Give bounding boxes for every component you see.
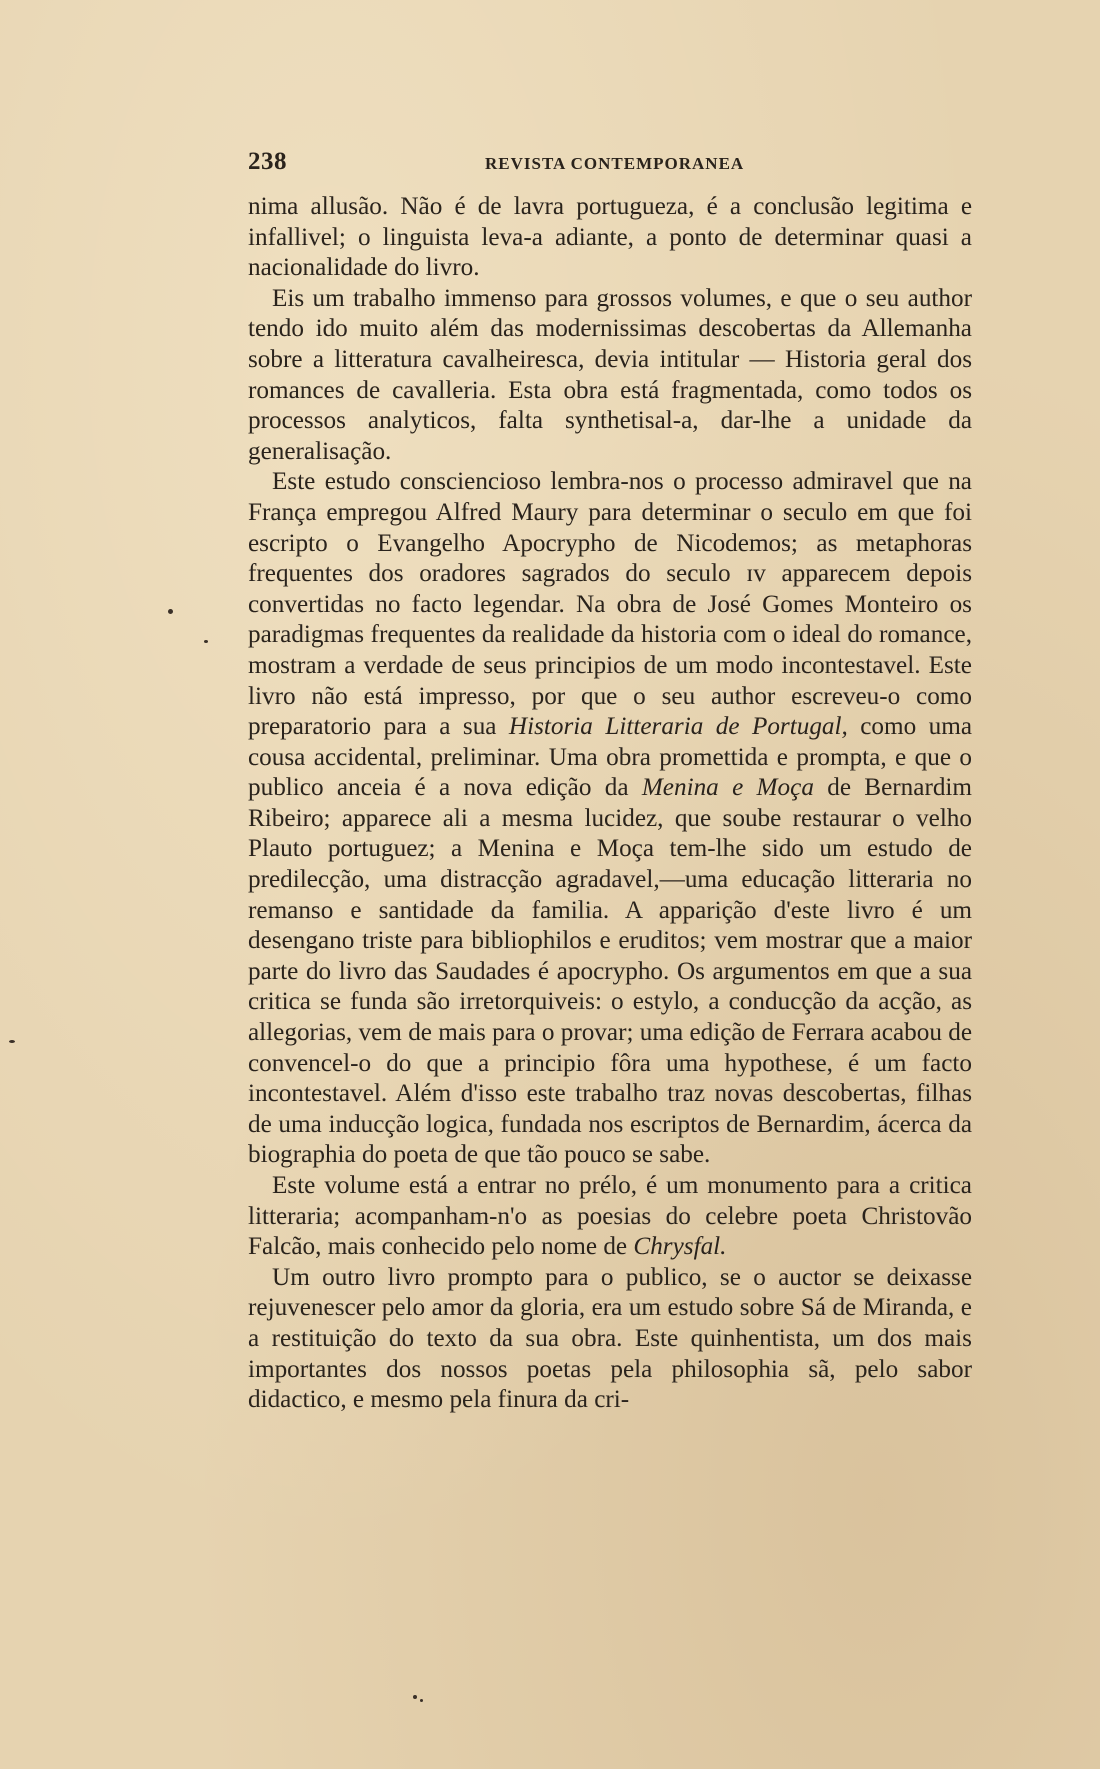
- italic-name: Chrysfal.: [633, 1233, 727, 1261]
- ink-speck: [9, 1040, 15, 1043]
- paragraph-text: como uma cousa accidental, preliminar. Uma obra promettida e prompta, e que o publico anceia é a nova edição da: [248, 713, 973, 802]
- paragraph: Um outro livro prompto para o publico, se o auctor se deixasse rejuvenescer pelo amor da gloria, era um estudo sobre Sá de Miranda, e a restituição do texto da sua obra. Este quinhentista, um dos mais importantes dos nossos poetas pela philosophia sã, pelo sabor didactico, e mesmo pela finura da cri-: [248, 1263, 972, 1414]
- page-number: 238: [248, 148, 287, 175]
- italic-book-title: Historia Litteraria de Portugal,: [508, 713, 848, 741]
- journal-title: REVISTA CONTEMPORANEA: [485, 154, 745, 173]
- ink-speck: [204, 640, 208, 643]
- paragraph: Eis um trabalho immenso para grossos volumes, e que o seu author tendo ido muito além das modernissimas descobertas da Allemanha sobre a litteratura cavalheiresca, devia intitular — Historia geral dos romances de cavalleria. Esta obra está fragmentada, como todos os processos analyticos, falta synthetisal-a, dar-lhe a unidade da generalisação.: [248, 284, 972, 465]
- page-content: [248, 148, 972, 1416]
- ink-speck: [413, 1695, 417, 1699]
- paragraph-continuation: nima allusão. Não é de lavra portugueza, é a conclusão legitima e infallivel; o linguista leva-a adiante, a ponto de determinar quasi a nacionalidade do livro.: [248, 193, 972, 282]
- ink-speck: [420, 1699, 423, 1702]
- paragraph: [248, 467, 972, 1171]
- paragraph-text: Este estudo consciencioso lembra-nos o processo admiravel que na França empregou Alfred Maury para determinar o seculo em que foi escripto o Evangelho Apocrypho de Nicodemos; as metaphoras frequentes dos oradores sagrados do seculo ɪᴠ apparecem depois convertidas no facto legendar. Na obra de José Gomes Monteiro os paradigmas frequentes da realidade da historia com o ideal do romance, mostram a verdade de seus principios de um modo incontestavel. Este livro não está impresso, por que o seu author escreveu-o como preparatorio para a sua: [248, 468, 972, 741]
- body-text: [248, 192, 972, 1416]
- paragraph-text: Este volume está a entrar no prélo, é um monumento para a critica litteraria; acompanham-n'o as poesias do celebre poeta Christovão Falcão, mais conhecido pelo nome de: [248, 1172, 972, 1261]
- italic-book-title: Menina e Moça: [641, 774, 814, 802]
- running-head: [248, 148, 972, 182]
- paragraph: [248, 1171, 972, 1263]
- ink-speck: [168, 609, 173, 614]
- paragraph-text: de Bernardim Ribeiro; apparece ali a mesma lucidez, que soube restaurar o velho Plauto portuguez; a Menina e Moça tem-lhe sido um estudo de predilecção, uma distracção agradavel,—uma educação litteraria no remanso e santidade da familia. A apparição d'este livro é um desengano triste para bibliophilos e eruditos; vem mostrar que a maior parte do livro das Saudades é apocrypho. Os argumentos em que a sua critica se funda são irretorquiveis: o estylo, a conducção da acção, as allegorias, vem de mais para o provar; uma edição de Ferrara acabou de convencel-o do que a principio fôra uma hypothese, é um facto incontestavel. Além d'isso este trabalho traz novas descobertas, filhas de uma inducção logica, fundada nos escriptos de Bernardim, ácerca da biographia do poeta de que tão pouco se sabe.: [248, 774, 973, 1169]
